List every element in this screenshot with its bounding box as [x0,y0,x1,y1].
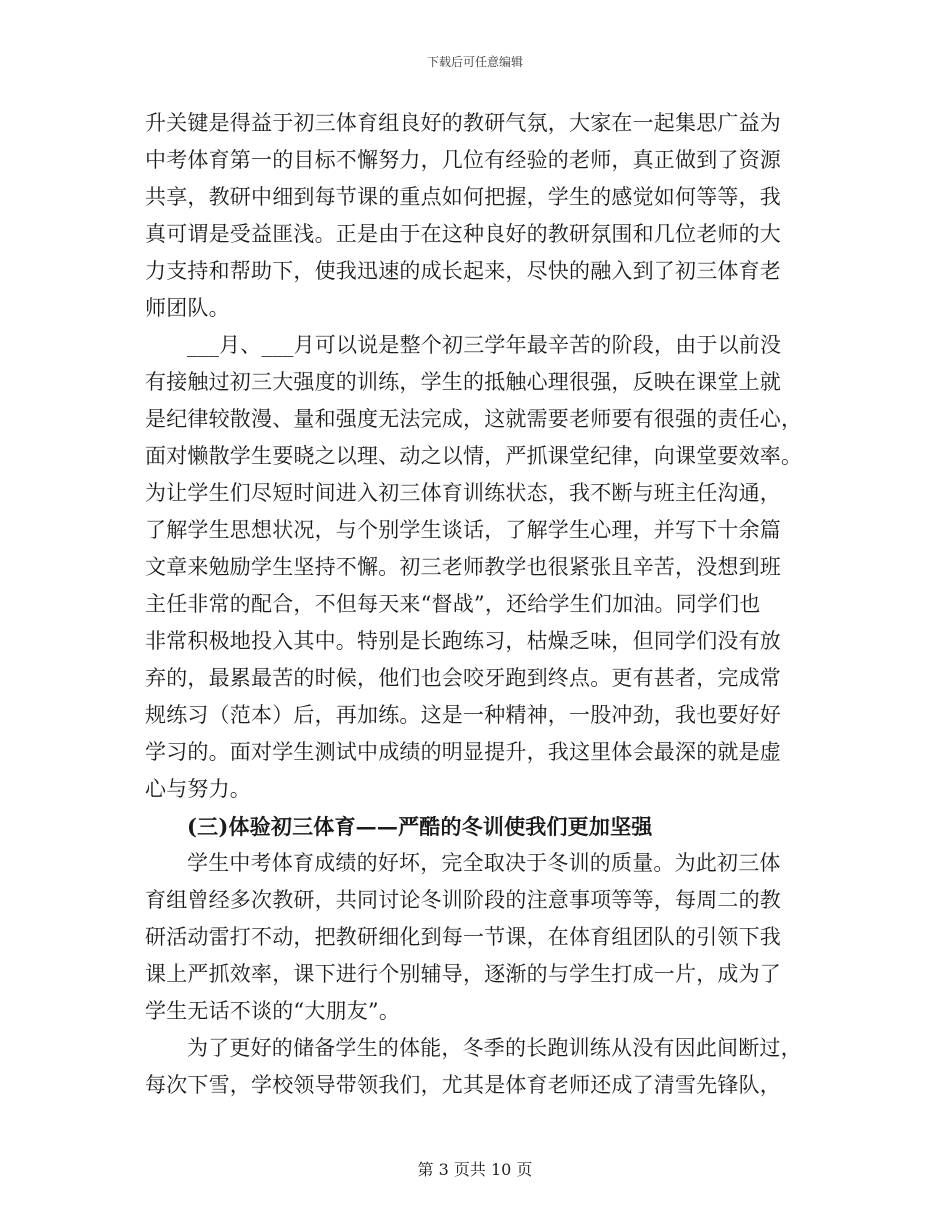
text-line: 弃的，最累最苦的时候，他们也会咬牙跑到终点。更有甚者，完成常 [145,666,781,690]
text-line: ___月、___月可以说是整个初三学年最辛苦的阶段，由于以前没 [187,333,782,357]
text-line: 每次下雪，学校领导带领我们，尤其是体育老师还成了清雪先锋队， [145,1073,781,1097]
text-line: 文章来勉励学生坚持不懈。初三老师教学也很紧张且辛苦，没想到班 [145,555,781,579]
text-line: 育组曾经多次教研，共同讨论冬训阶段的注意事项等等，每周二的教 [145,888,781,912]
page-footer: 第 3 页共 10 页 [417,1160,533,1179]
text-line: 是纪律较散漫、量和强度无法完成，这就需要老师要有很强的责任心， [145,407,803,431]
document-body [145,105,807,1104]
text-line: 课上严抓效率，课下进行个别辅导，逐渐的与学生打成一片，成为了 [145,962,781,986]
text-line: 中考体育第一的目标不懈努力，几位有经验的老师，真正做到了资源 [145,148,781,172]
text-line: 面对懒散学生要晓之以理、动之以情，严抓课堂纪律，向课堂要效率。 [145,444,803,468]
text-line: 了解学生思想状况，与个别学生谈话，了解学生心理，并写下十余篇 [145,518,781,542]
text-line: 研活动雷打不动，把教研细化到每一节课，在体育组团队的引领下我 [145,925,781,949]
text-line: 心与努力。 [145,777,251,801]
text-line: 为了更好的储备学生的体能，冬季的长跑训练从没有因此间断过， [187,1036,802,1060]
text-line: 力支持和帮助下，使我迅速的成长起来，尽快的融入到了初三体育老 [145,259,781,283]
text-line: 非常积极地投入其中。特别是长跑练习，枯燥乏味，但同学们没有放 [145,629,781,653]
text-line: 真可谓是受益匪浅。正是由于在这种良好的教研氛围和几位老师的大 [145,222,781,246]
text-line: 有接触过初三大强度的训练，学生的抵触心理很强，反映在课堂上就 [145,370,781,394]
text-line: 共享，教研中细到每节课的重点如何把握，学生的感觉如何等等，我 [145,185,781,209]
text-line: 规练习（范本）后，再加练。这是一种精神，一股冲劲，我也要好好 [145,703,781,727]
text-line: 学生中考体育成绩的好坏，完全取决于冬训的质量。为此初三体 [187,851,781,875]
text-line: 学生无话不谈的“大朋友”。 [145,999,401,1023]
section-heading: (三)体验初三体育——严酷的冬训使我们更加坚强 [187,814,653,839]
text-line: 学习的。面对学生测试中成绩的明显提升，我这里体会最深的就是虚 [145,740,781,764]
text-line: 主任非常的配合，不但每天来“督战”，还给学生们加油。同学们也 [145,592,761,616]
text-line: 为让学生们尽短时间进入初三体育训练状态，我不断与班主任沟通， [145,481,781,505]
page-header: 下载后可任意编辑 [426,55,523,69]
text-line: 升关键是得益于初三体育组良好的教研气氛，大家在一起集思广益为 [145,111,781,135]
text-line: 师团队。 [145,296,230,320]
